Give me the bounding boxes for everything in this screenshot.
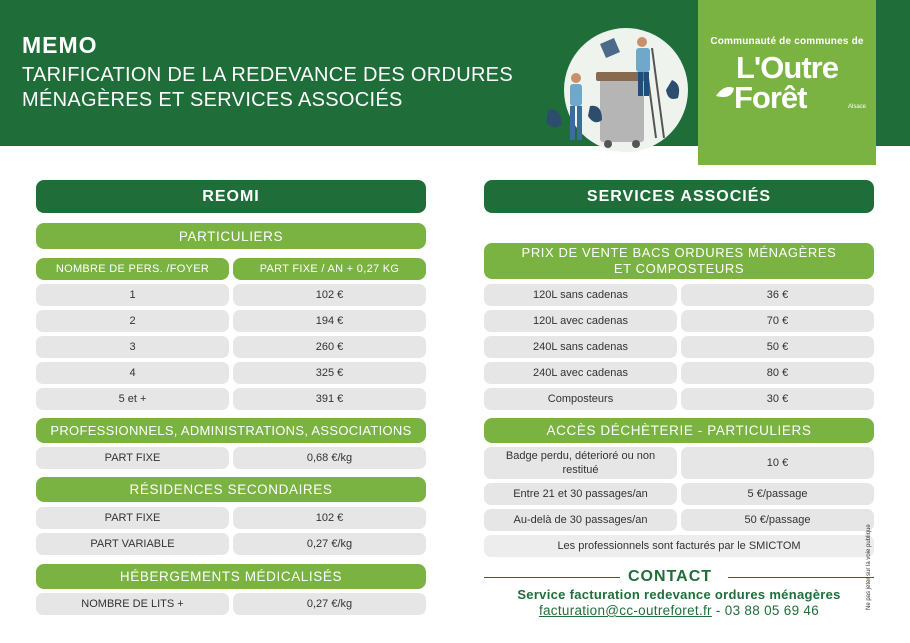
residences-row-value: 102 €: [233, 507, 426, 529]
logo-line-3: Forêt: [734, 80, 807, 115]
residences-row-label: PART FIXE: [36, 507, 229, 529]
particuliers-row-label: 2: [36, 310, 229, 332]
badge-row-value: 10 €: [681, 447, 874, 479]
subtitle-line-2: MÉNAGÈRES ET SERVICES ASSOCIÉS: [22, 89, 403, 111]
leaf-icon: [714, 84, 736, 106]
logo-line-1: Communauté de communes de: [710, 36, 864, 47]
bacs-header: [484, 243, 874, 279]
page-subtitle: [22, 63, 513, 113]
particuliers-row-value: 391 €: [233, 388, 426, 410]
dechetterie-row-value: 5 €/passage: [681, 483, 874, 505]
bacs-header-line-1: PRIX DE VENTE BACS ORDURES MÉNAGÈRES: [521, 245, 837, 260]
hebergements-row-value: 0,27 €/kg: [233, 593, 426, 615]
bacs-row-value: 70 €: [681, 310, 874, 332]
dechetterie-row-value: 50 €/passage: [681, 509, 874, 531]
professionnels-header: PROFESSIONNELS, ADMINISTRATIONS, ASSOCIATIONS: [36, 418, 426, 443]
bacs-header-line-2: ET COMPOSTEURS: [613, 261, 745, 276]
professionnels-note: Les professionnels sont facturés par le SMICTOM: [484, 535, 874, 557]
logo-line-4: Alsace: [848, 104, 867, 110]
particuliers-row-value: 325 €: [233, 362, 426, 384]
col-header-persons: NOMBRE DE PERS. /FOYER: [36, 258, 229, 280]
particuliers-row-value: 194 €: [233, 310, 426, 332]
pro-row-value: 0,68 €/kg: [233, 447, 426, 469]
dechetterie-row-label: Entre 21 et 30 passages/an: [484, 483, 677, 505]
side-note: Ne pas jeter sur la voie publique: [866, 524, 872, 610]
bacs-row-value: 30 €: [681, 388, 874, 410]
memo-title: MEMO: [22, 32, 98, 58]
bacs-row-value: 80 €: [681, 362, 874, 384]
bacs-row-label: 240L sans cadenas: [484, 336, 677, 358]
reomi-header: REOMI: [36, 180, 426, 213]
logo-line-2: L'Outre: [736, 50, 838, 85]
bacs-row-label: 240L avec cadenas: [484, 362, 677, 384]
hebergements-row-label: NOMBRE DE LITS +: [36, 593, 229, 615]
badge-row-label: [484, 447, 677, 479]
contact-phone: - 03 88 05 69 46: [711, 603, 820, 618]
bacs-row-value: 50 €: [681, 336, 874, 358]
services-header: SERVICES ASSOCIÉS: [484, 180, 874, 213]
bacs-row-value: 36 €: [681, 284, 874, 306]
bacs-row-label: 120L avec cadenas: [484, 310, 677, 332]
col-header-part-fixe: PART FIXE / AN + 0,27 KG: [233, 258, 426, 280]
contact-details: [484, 603, 874, 618]
residences-header: RÉSIDENCES SECONDAIRES: [36, 477, 426, 502]
particuliers-header: PARTICULIERS: [36, 223, 426, 249]
badge-row-label-line-2: restitué: [562, 464, 599, 476]
particuliers-row-label: 3: [36, 336, 229, 358]
bacs-row-label: Composteurs: [484, 388, 677, 410]
badge-row-label-line-1: Badge perdu, déterioré ou non: [505, 450, 656, 462]
dechetterie-row-label: Au-delà de 30 passages/an: [484, 509, 677, 531]
contact-divider-left: [484, 577, 620, 578]
contact-email-link[interactable]: facturation@cc-outreforet.fr: [538, 603, 712, 618]
contact-title: CONTACT: [628, 568, 713, 585]
bacs-row-label: 120L sans cadenas: [484, 284, 677, 306]
contact-service: Service facturation redevance ordures ménagères: [517, 587, 841, 602]
contact-divider-right: [728, 577, 874, 578]
residences-row-label: PART VARIABLE: [36, 533, 229, 555]
hebergements-header: HÉBERGEMENTS MÉDICALISÉS: [36, 564, 426, 589]
residences-row-value: 0,27 €/kg: [233, 533, 426, 555]
particuliers-row-value: 102 €: [233, 284, 426, 306]
particuliers-row-label: 1: [36, 284, 229, 306]
particuliers-row-value: 260 €: [233, 336, 426, 358]
particuliers-row-label: 4: [36, 362, 229, 384]
logo: [698, 0, 876, 165]
pro-row-label: PART FIXE: [36, 447, 229, 469]
waste-collection-illustration: [538, 28, 698, 168]
subtitle-line-1: TARIFICATION DE LA REDEVANCE DES ORDURES: [22, 64, 513, 86]
dechetterie-header: ACCÈS DÉCHÈTERIE - PARTICULIERS: [484, 418, 874, 443]
particuliers-row-label: 5 et +: [36, 388, 229, 410]
